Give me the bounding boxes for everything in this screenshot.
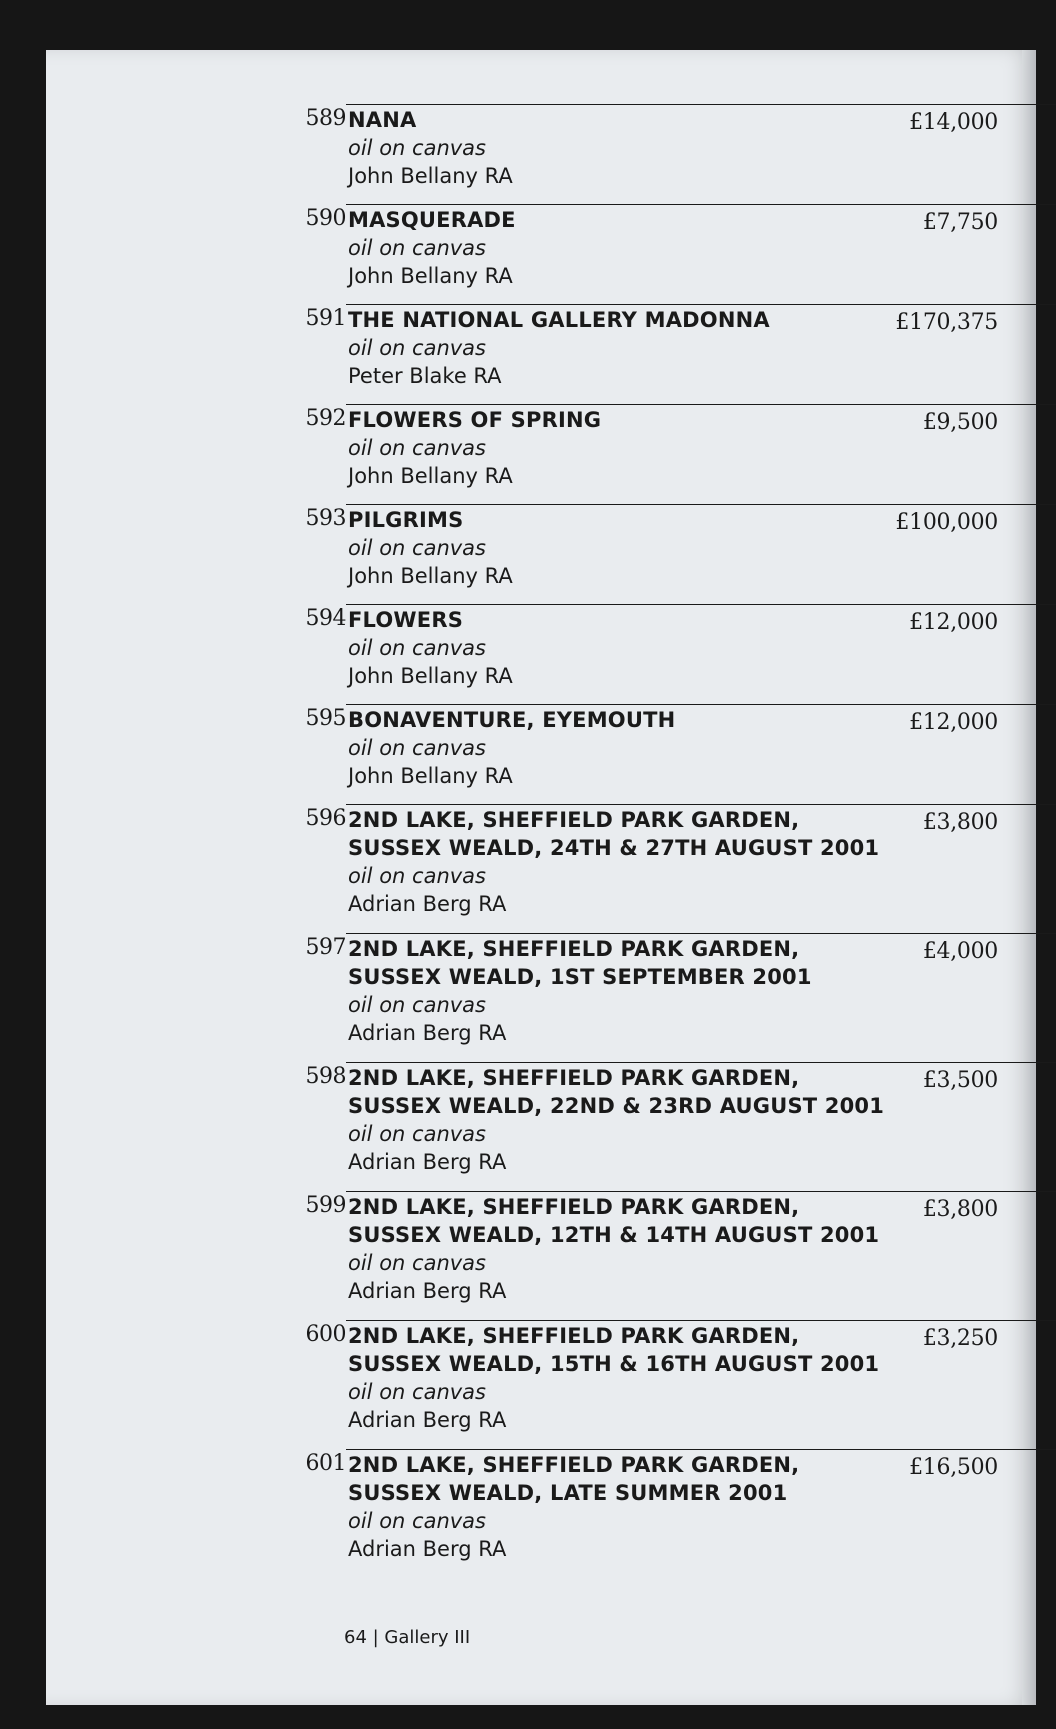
entry-price: £3,500 [922,1068,998,1093]
entry-artist: Adrian Berg RA [348,892,507,916]
entry-artist: John Bellany RA [348,464,513,488]
entry-medium: oil on canvas [348,1251,486,1275]
entry-title-continued: SUSSEX WEALD, 24TH & 27TH AUGUST 2001 [348,836,880,860]
entry-artist: John Bellany RA [348,764,513,788]
entry-medium: oil on canvas [348,736,486,760]
entry-medium: oil on canvas [348,1380,486,1404]
entry-price: £12,000 [909,710,998,735]
entry-medium: oil on canvas [348,993,486,1017]
entry-price: £4,000 [922,939,998,964]
entry-divider [346,1449,1056,1450]
entry-title: 2ND LAKE, SHEFFIELD PARK GARDEN, [348,808,800,832]
entry-title-continued: SUSSEX WEALD, 1ST SEPTEMBER 2001 [348,965,812,989]
entry-number: 589 [305,106,346,131]
page-footer: 64 | Gallery III [344,1627,471,1648]
entry-artist: Peter Blake RA [348,364,502,388]
entry-price: £3,800 [922,810,998,835]
entry-title: PILGRIMS [348,508,464,532]
entry-title: 2ND LAKE, SHEFFIELD PARK GARDEN, [348,937,800,961]
entry-price: £14,000 [909,110,998,135]
entry-number: 593 [305,506,346,531]
entry-number: 598 [305,1064,346,1089]
entry-number: 599 [305,1193,346,1218]
entry-artist: Adrian Berg RA [348,1537,507,1561]
entry-price: £9,500 [922,410,998,435]
entry-medium: oil on canvas [348,864,486,888]
entry-number: 600 [305,1322,346,1347]
entry-number: 597 [305,935,346,960]
entry-title: 2ND LAKE, SHEFFIELD PARK GARDEN, [348,1195,800,1219]
entry-price: £7,750 [922,210,998,235]
entry-medium: oil on canvas [348,536,486,560]
entry-divider [346,104,1056,105]
entry-title-continued: SUSSEX WEALD, 12TH & 14TH AUGUST 2001 [348,1223,880,1247]
entry-number: 590 [305,206,346,231]
entry-medium: oil on canvas [348,1509,486,1533]
catalogue-page [46,50,1036,1705]
entry-medium: oil on canvas [348,236,486,260]
entry-price: £100,000 [895,510,998,535]
entry-artist: John Bellany RA [348,564,513,588]
entry-divider [346,404,1056,405]
entry-artist: John Bellany RA [348,164,513,188]
entry-artist: Adrian Berg RA [348,1408,507,1432]
entry-medium: oil on canvas [348,436,486,460]
entry-number: 594 [305,606,346,631]
entry-title-continued: SUSSEX WEALD, 15TH & 16TH AUGUST 2001 [348,1352,880,1376]
entry-title: 2ND LAKE, SHEFFIELD PARK GARDEN, [348,1324,800,1348]
entry-price: £16,500 [909,1455,998,1480]
entry-title: NANA [348,108,417,132]
entry-medium: oil on canvas [348,136,486,160]
entry-price: £3,250 [922,1326,998,1351]
entry-divider [346,933,1056,934]
entry-artist: Adrian Berg RA [348,1021,507,1045]
entry-price: £170,375 [895,310,998,335]
entry-title: 2ND LAKE, SHEFFIELD PARK GARDEN, [348,1453,800,1477]
entry-divider [346,804,1056,805]
entry-artist: John Bellany RA [348,664,513,688]
entry-price: £12,000 [909,610,998,635]
entry-divider [346,1191,1056,1192]
entry-divider [346,504,1056,505]
entry-title-continued: SUSSEX WEALD, 22ND & 23RD AUGUST 2001 [348,1094,885,1118]
entry-divider [346,304,1056,305]
entry-medium: oil on canvas [348,636,486,660]
entry-divider [346,704,1056,705]
entry-artist: Adrian Berg RA [348,1279,507,1303]
entry-number: 596 [305,806,346,831]
entry-divider [346,604,1056,605]
entry-number: 595 [305,706,346,731]
entry-title-continued: SUSSEX WEALD, LATE SUMMER 2001 [348,1481,788,1505]
entry-title: THE NATIONAL GALLERY MADONNA [348,308,770,332]
page-spine-shadow [1022,50,1036,1705]
entry-number: 592 [305,406,346,431]
entry-title: BONAVENTURE, EYEMOUTH [348,708,676,732]
entry-title: 2ND LAKE, SHEFFIELD PARK GARDEN, [348,1066,800,1090]
entry-title: FLOWERS [348,608,464,632]
entry-number: 601 [305,1451,346,1476]
entry-title: MASQUERADE [348,208,516,232]
entry-title: FLOWERS OF SPRING [348,408,602,432]
entry-divider [346,1062,1056,1063]
entry-divider [346,204,1056,205]
entry-artist: John Bellany RA [348,264,513,288]
entry-medium: oil on canvas [348,1122,486,1146]
entry-artist: Adrian Berg RA [348,1150,507,1174]
entry-divider [346,1320,1056,1321]
entry-medium: oil on canvas [348,336,486,360]
entry-number: 591 [305,306,346,331]
entry-price: £3,800 [922,1197,998,1222]
